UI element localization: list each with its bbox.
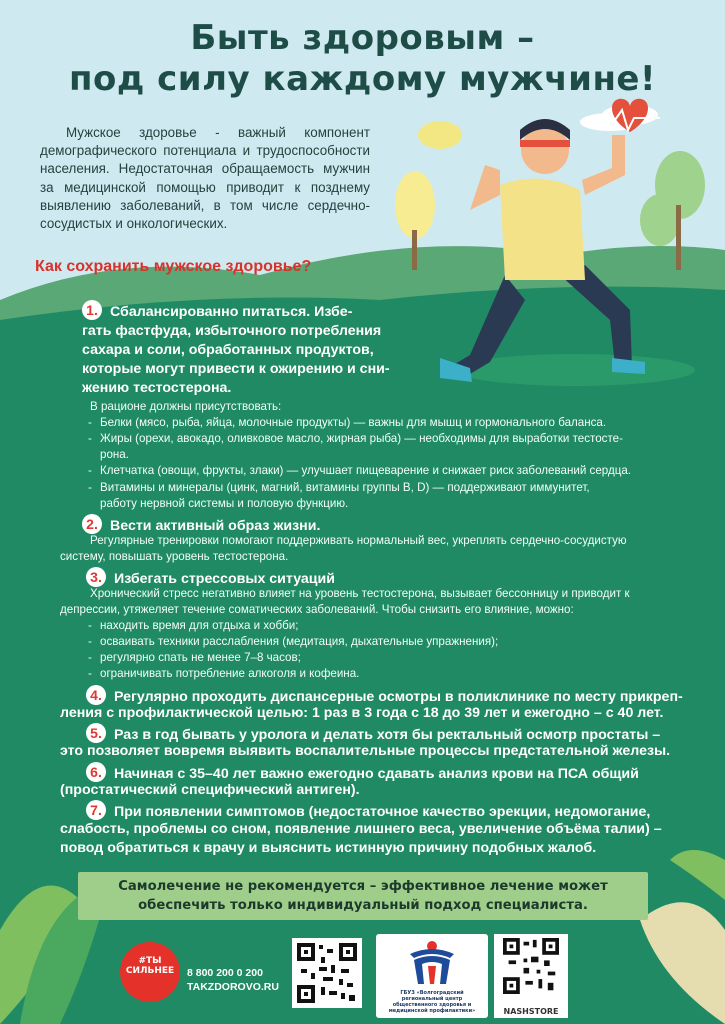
tip-1-line-1: Сбалансированно питаться. Избе- xyxy=(110,304,353,320)
tip-1-bullet-1: - Белки (мясо, рыба, яйца, молочные продукты) — важны для мышц и гормонального баланса. xyxy=(86,415,606,430)
organization-name: ГБУЗ «Волгоградский региональный центр общественного здоровья и медицинской профилактики» xyxy=(388,990,476,1014)
page-title xyxy=(0,18,725,100)
tip-1-number: 1. xyxy=(82,300,102,320)
tip-1-line-3: сахара и соли, обработанных продуктов, xyxy=(82,342,374,358)
tip-7-line-2: слабость, проблемы со сном, появление лишнего веса, увеличение объёма талии) – xyxy=(60,821,662,837)
qr-icon xyxy=(297,943,357,1003)
tip-7-line-3: повод обратиться к врачу и выяснить истинную причину подобных жалоб. xyxy=(60,840,597,856)
banner-line-2: обеспечить только индивидуальный подход специалиста. xyxy=(138,898,588,913)
qr-code-left[interactable] xyxy=(292,938,362,1008)
organization-card xyxy=(376,934,488,1018)
tip-2-body-1: Регулярные тренировки помогают поддерживать нормальный вес, укреплять сердечно-сосудистую xyxy=(90,534,627,547)
tip-3-heading-text: Избегать стрессовых ситуаций xyxy=(114,571,335,587)
tip-3-body-2: депрессии, утяжеляет течение соматических заболеваний. Чтобы снизить его влияние, можно: xyxy=(60,603,574,616)
tip-1-bullet-4-cont: работу нервной системы и половую функцию. xyxy=(100,497,349,510)
tip-3-bullet-4: - ограничивать потребление алкоголя и кофеина. xyxy=(86,666,359,681)
contact-block xyxy=(187,966,279,994)
tip-4-line-2: ления с профилактической целью: 1 раз в 3 года с 18 до 39 лет и ежегодно – с 40 лет. xyxy=(60,705,664,721)
tip-4-number: 4. xyxy=(86,685,106,705)
phone-number[interactable]: 8 800 200 0 200 xyxy=(187,967,263,979)
tip-2-body-2: систему, повышать уровень тестостерона. xyxy=(60,550,289,563)
tip-7-heading-1 xyxy=(86,800,650,822)
section-question: Как сохранить мужское здоровье? xyxy=(35,258,312,275)
tip-1-body: В рационе должны присутствовать: xyxy=(90,400,282,413)
tip-3-bullet-3: - регулярно спать не менее 7–8 часов; xyxy=(86,650,301,665)
banner-line-1: Самолечение не рекомендуется – эффективное лечение может xyxy=(118,879,608,894)
campaign-logo xyxy=(120,942,180,1002)
intro-paragraph: Мужское здоровье - важный компонент демографического потенциала и трудоспособности населения. Недостаточная обращаемость мужчин за медицинской помощью приводит к позднему выявлению заболеваний, в том числе сердечно-сосудистых и онкологических. xyxy=(40,125,370,232)
organization-logo-icon xyxy=(406,940,458,986)
tip-7-number: 7. xyxy=(86,800,106,820)
warning-banner xyxy=(78,872,648,920)
tip-1-bullet-3: - Клетчатка (овощи, фрукты, злаки) — улучшает пищеварение и снижает риск заболеваний сердца. xyxy=(86,463,631,478)
tip-5-number: 5. xyxy=(86,723,106,743)
tip-1-bullet-2: - Жиры (орехи, авокадо, оливковое масло, жирная рыба) — необходимы для выработки тестосте- xyxy=(86,431,623,446)
tip-4-line-1: Регулярно проходить диспансерные осмотры в поликлинике по месту прикреп- xyxy=(114,689,683,705)
tip-3-number: 3. xyxy=(86,567,106,587)
tip-1-bullet-2-cont: рона. xyxy=(100,448,129,461)
store-qr-card[interactable] xyxy=(494,934,568,1018)
tip-6-line-1: Начиная с 35–40 лет важно ежегодно сдавать анализ крови на ПСА общий xyxy=(114,766,639,782)
website-link[interactable]: TAKZDOROVO.RU xyxy=(187,981,279,993)
tip-3-bullet-2: - осваивать техники расслабления (медитация, дыхательные упражнения); xyxy=(86,634,498,649)
tip-6-line-2: (простатический специфический антиген). xyxy=(60,782,360,798)
store-qr-icon xyxy=(503,938,559,994)
store-label: NASHSTORE xyxy=(503,1007,559,1016)
title-line-2: под силу каждому мужчине! xyxy=(69,59,656,99)
title-line-1: Быть здоровым – xyxy=(190,18,535,58)
tip-6-number: 6. xyxy=(86,762,106,782)
tip-2-number: 2. xyxy=(82,514,102,534)
tip-1-line-4: которые могут привести к ожирению и сни- xyxy=(82,361,390,377)
tip-7-line-1: При появлении симптомов (недостаточное качество эрекции, недомогание, xyxy=(114,804,651,820)
tip-1-heading xyxy=(82,300,412,398)
tip-5-line-2: это позволяет вовремя выявить воспалительные процессы предстательной железы. xyxy=(60,743,671,759)
campaign-logo-text: #ТЫ СИЛЬНЕЕ xyxy=(125,956,175,976)
tip-1-bullet-4: - Витамины и минералы (цинк, магний, витамины группы B, D) — поддерживают иммунитет, xyxy=(86,480,590,495)
tip-3-body-1: Хронический стресс негативно влияет на уровень тестостерона, вызывает бессонницу и приводит к xyxy=(90,587,630,600)
tip-1-line-2: гать фастфуда, избыточного потребления xyxy=(82,323,382,339)
tip-3-bullet-1: - находить время для отдыха и хобби; xyxy=(86,618,298,633)
tip-1-line-5: жению тестостерона. xyxy=(82,380,232,396)
tip-5-line-1: Раз в год бывать у уролога и делать хотя бы ректальный осмотр простаты – xyxy=(114,727,661,743)
tip-2-heading-text: Вести активный образ жизни. xyxy=(110,518,321,534)
